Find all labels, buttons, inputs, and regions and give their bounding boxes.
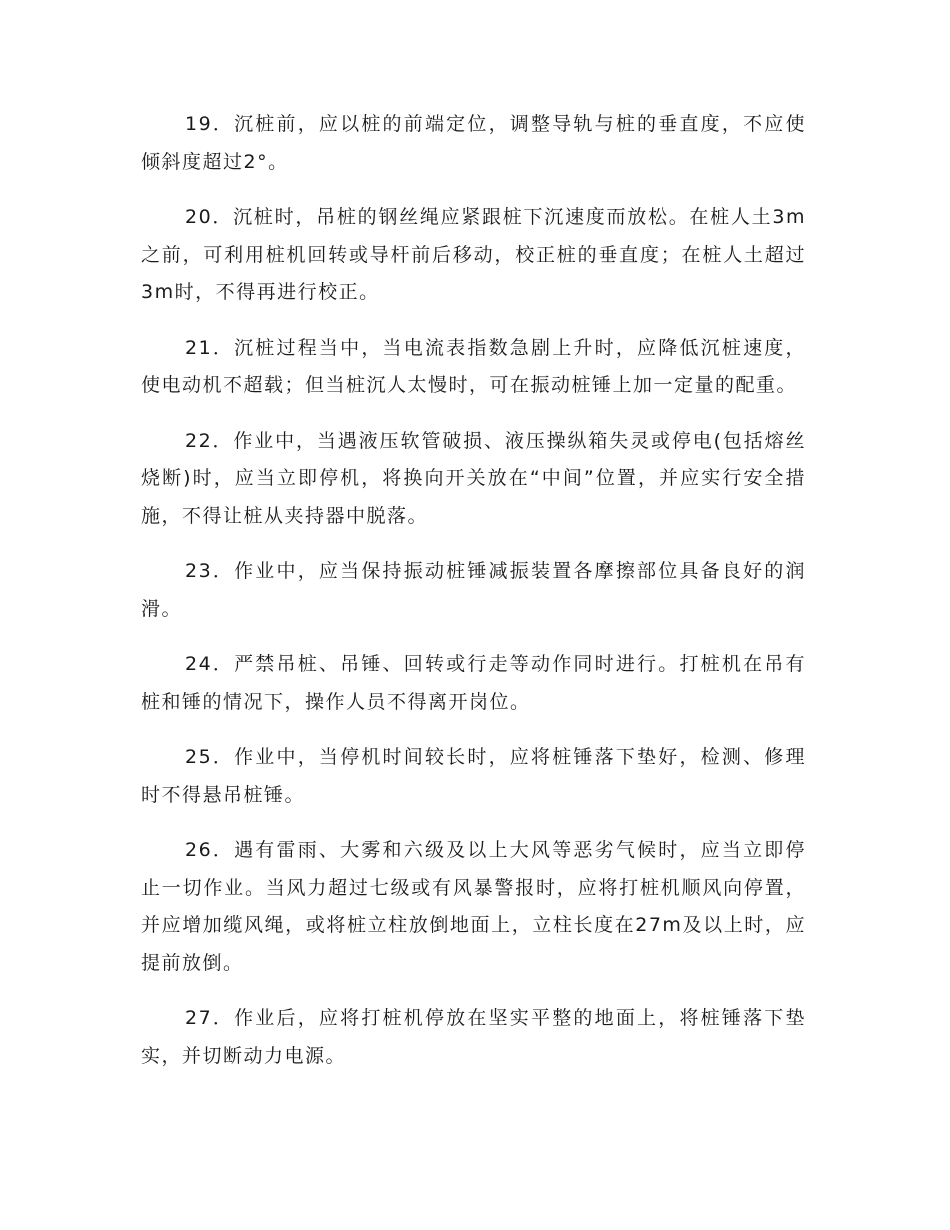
paragraph-23: 23．作业中，应当保持振动桩锤减振装置各摩擦部位具备良好的润滑。	[141, 560, 806, 620]
paragraph-19: 19．沉桩前，应以桩的前端定位，调整导轨与桩的垂直度，不应使倾斜度超过2°。	[141, 113, 806, 173]
paragraph-22: 22．作业中，当遇液压软管破损、液压操纵箱失灵或停电(包括熔丝烧断)时，应当立即停机，将换向开关放在“中间”位置，并应实行安全措施，不得让桩从夹持器中脱落。	[141, 429, 806, 527]
paragraph-21: 21．沉桩过程当中，当电流表指数急剧上升时，应降低沉桩速度，使电动机不超载；但当桩沉人太慢时，可在振动桩锤上加一定量的配重。	[141, 336, 806, 396]
document-body	[141, 106, 806, 1093]
paragraph-20: 20．沉桩时，吊桩的钢丝绳应紧跟桩下沉速度而放松。在桩人土3m之前，可利用桩机回转或导杆前后移动，校正桩的垂直度；在桩人土超过3m时，不得再进行校正。	[141, 206, 806, 303]
paragraph-27: 27．作业后，应将打桩机停放在坚实平整的地面上，将桩锤落下垫实，并切断动力电源。	[141, 1007, 806, 1067]
paragraph-25: 25．作业中，当停机时间较长时，应将桩锤落下垫好，检测、修理时不得悬吊桩锤。	[141, 746, 806, 806]
paragraph-24: 24．严禁吊桩、吊锤、回转或行走等动作同时进行。打桩机在吊有桩和锤的情况下，操作人员不得离开岗位。	[141, 653, 806, 713]
paragraph-26: 26．遇有雷雨、大雾和六级及以上大风等恶劣气候时，应当立即停止一切作业。当风力超过七级或有风暴警报时，应将打桩机顺风向停置，并应增加缆风绳，或将桩立柱放倒地面上，立柱长度在27m及以上时，应提前放倒。	[141, 839, 806, 974]
